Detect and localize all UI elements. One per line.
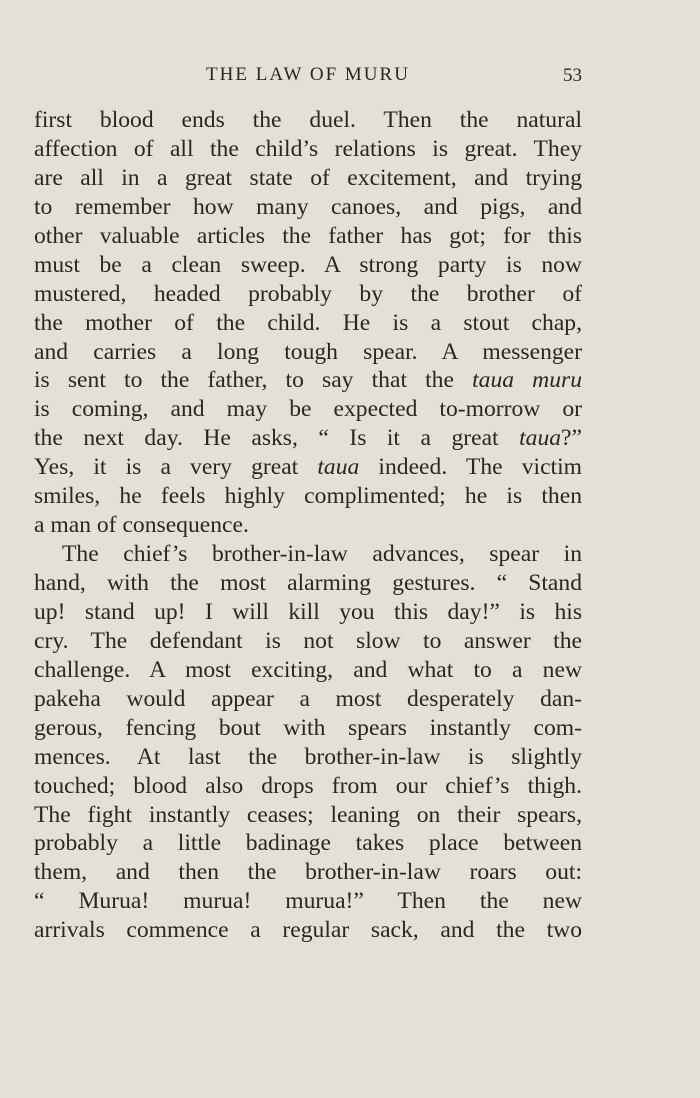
text-line: arrivals commence a regular sack, and the two bbox=[34, 917, 582, 944]
running-title: THE LAW OF MURU bbox=[206, 64, 410, 85]
text-line: first blood ends the duel. Then the natural bbox=[34, 107, 582, 133]
text-line: the mother of the child. He is a stout chap, bbox=[34, 309, 582, 336]
text-line: hand, with the most alarming gestures. “ Stand bbox=[34, 570, 582, 596]
text-line: gerous, fencing bout with spears instantly com- bbox=[34, 714, 582, 741]
text-line: The fight instantly ceases; leaning on their spears, bbox=[34, 801, 582, 828]
body-text bbox=[34, 106, 582, 945]
running-header bbox=[34, 64, 582, 90]
italic-term: taua muru bbox=[472, 367, 582, 394]
text-line: to remember how many canoes, and pigs, and bbox=[34, 193, 582, 220]
text-line: them, and then the brother-in-law roars out: bbox=[34, 859, 582, 886]
text-line: Yes, it is a very great taua indeed. The victim bbox=[34, 454, 583, 481]
text-line: up! stand up! I will kill you this day!” is his bbox=[34, 598, 582, 625]
italic-term: taua bbox=[317, 454, 360, 481]
text-line: must be a clean sweep. A strong party is now bbox=[34, 251, 582, 278]
text-line: are all in a great state of excitement, and trying bbox=[34, 164, 582, 191]
text-line: challenge. A most exciting, and what to a new bbox=[34, 656, 582, 683]
text-line: affection of all the child’s relations is great. They bbox=[34, 135, 582, 162]
text-line: is sent to the father, to say that the taua muru bbox=[34, 367, 582, 394]
text-line: mences. At last the brother-in-law is slightly bbox=[34, 743, 582, 770]
text-line: mustered, headed probably by the brother of bbox=[34, 280, 582, 307]
text-line: and carries a long tough spear. A messenger bbox=[34, 338, 582, 365]
text-line: smiles, he feels highly complimented; he is then bbox=[34, 483, 582, 510]
text-line: cry. The defendant is not slow to answer the bbox=[34, 627, 582, 654]
text-line: the next day. He asks, “ Is it a great taua?” bbox=[34, 425, 582, 452]
text-line: touched; blood also drops from our chief’s thigh. bbox=[34, 772, 582, 799]
page-number: 53 bbox=[563, 65, 582, 86]
italic-term: taua bbox=[519, 425, 562, 452]
text-line: other valuable articles the father has got; for this bbox=[34, 222, 582, 249]
text-line: probably a little badinage takes place between bbox=[34, 830, 582, 857]
text-line: “ Murua! murua! murua!” Then the new bbox=[34, 888, 582, 915]
text-line: is coming, and may be expected to-morrow or bbox=[34, 396, 582, 423]
paragraph-first-line: The chief’s brother-in-law advances, spear in bbox=[62, 541, 582, 568]
text-line: pakeha would appear a most desperately dan- bbox=[34, 685, 582, 712]
paragraph-end-line: a man of consequence. bbox=[34, 512, 249, 539]
